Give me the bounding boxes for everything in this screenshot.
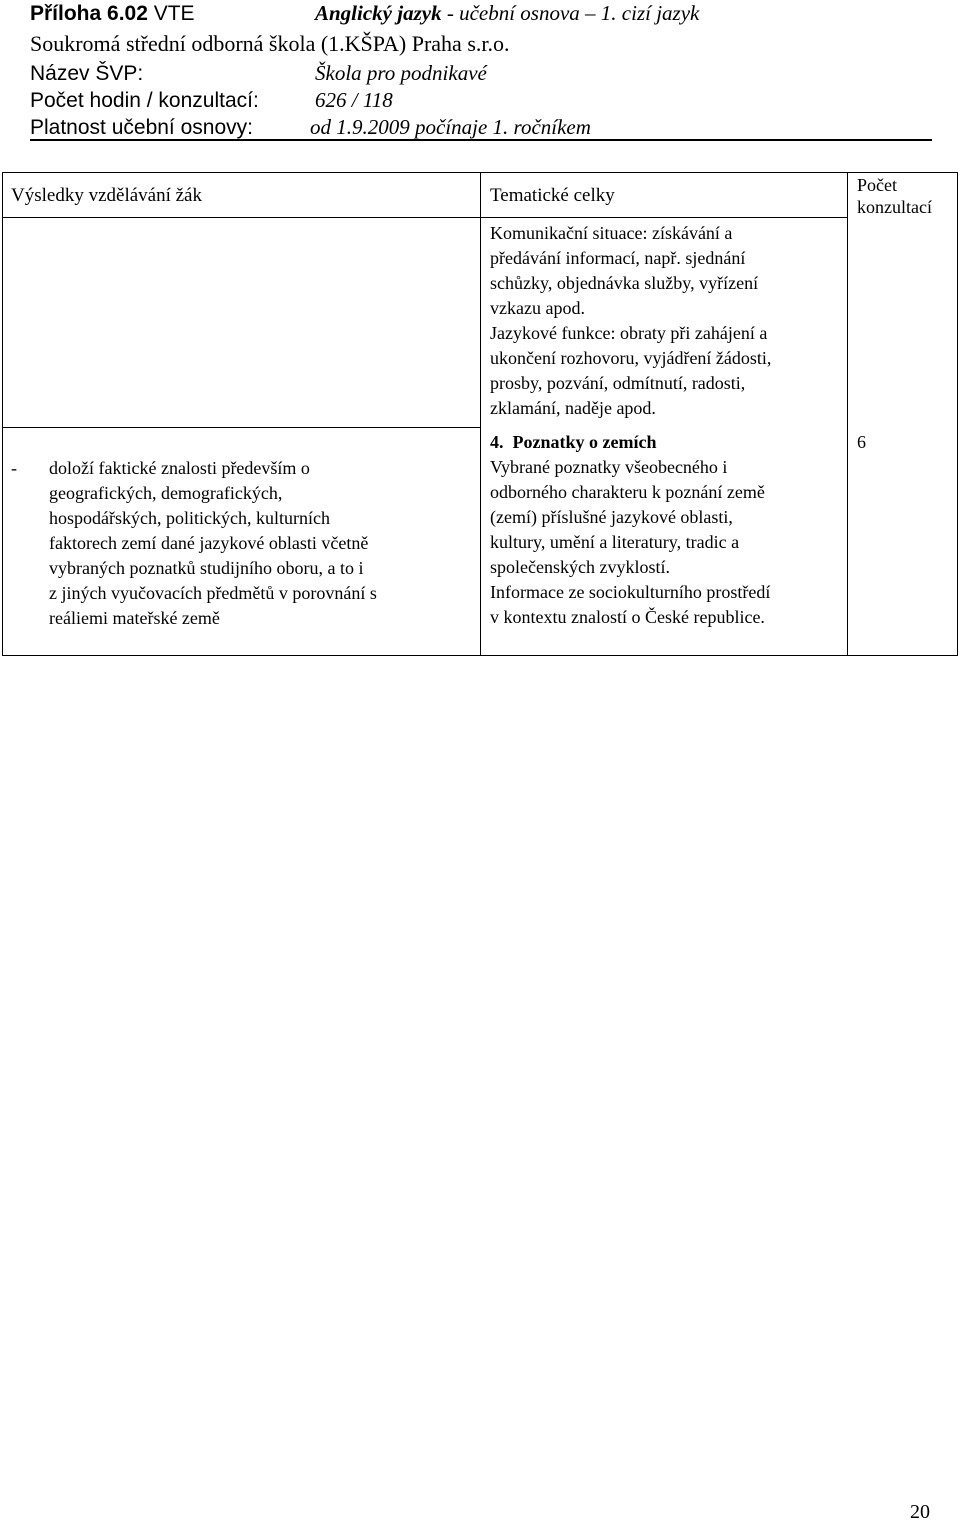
header-count-line1: Počet bbox=[857, 175, 897, 195]
outcome-line: hospodářských, politických, kulturních bbox=[49, 508, 330, 528]
svp-value: Škola pro podnikavé bbox=[315, 61, 487, 85]
annex-code: VTE bbox=[147, 2, 195, 25]
topic-line: vzkazu apod. bbox=[490, 298, 585, 318]
topic-line: kultury, umění a literatury, tradic a bbox=[490, 532, 740, 552]
outcome-line: geografických, demografických, bbox=[49, 483, 283, 503]
validity-value: od 1.9.2009 počínaje 1. ročníkem bbox=[310, 115, 591, 139]
topic-line: zklamání, naděje apod. bbox=[490, 398, 656, 418]
topic-count: 6 bbox=[857, 432, 866, 452]
topic-line: schůzky, objednávka služby, vyřízení bbox=[490, 273, 759, 293]
annex-label: Příloha 6.02 bbox=[30, 2, 148, 25]
header-line-hours bbox=[30, 87, 393, 114]
topic-line: ukončení rozhovoru, vyjádření žádosti, bbox=[490, 348, 772, 368]
page-number: 20 bbox=[910, 1501, 930, 1523]
column-divider-1 bbox=[480, 173, 481, 655]
curriculum-table bbox=[2, 172, 958, 656]
bullet-dash: - bbox=[11, 458, 17, 478]
topic-line: Komunikační situace: získávání a bbox=[490, 223, 733, 243]
topic-line: odborného charakteru k poznání země bbox=[490, 482, 765, 502]
header-outcomes: Výsledky vzdělávání žák bbox=[11, 185, 202, 206]
column-divider-2 bbox=[847, 173, 848, 655]
topic-line: v kontextu znalostí o České republice. bbox=[490, 607, 765, 627]
outcome-line: z jiných vyučovacích předmětů v porovnání s bbox=[49, 583, 377, 603]
header-row-divider bbox=[3, 217, 847, 218]
row1-topics bbox=[490, 221, 771, 421]
outcome-line: vybraných poznatků studijního oboru, a to i bbox=[49, 558, 364, 578]
row2-outcomes bbox=[49, 456, 377, 631]
topic-line: předávání informací, např. sjednání bbox=[490, 248, 746, 268]
hours-value: 626 / 118 bbox=[315, 88, 393, 112]
validity-label: Platnost učební osnovy: bbox=[30, 116, 253, 139]
header-count-line2: konzultací bbox=[857, 197, 932, 217]
topic-line: prosby, pozvání, odmítnutí, radosti, bbox=[490, 373, 746, 393]
header-rule bbox=[30, 139, 932, 141]
school-name: Soukromá střední odborná škola (1.KŠPA) Praha s.r.o. bbox=[30, 31, 510, 56]
topic-title: 4. Poznatky o zemích bbox=[490, 432, 657, 452]
outcome-line: doloží faktické znalosti především o bbox=[49, 458, 310, 478]
svp-label: Název ŠVP: bbox=[30, 62, 144, 85]
header-line-annex bbox=[30, 0, 700, 27]
subject-title: Anglický jazyk - učební osnova – 1. cizí jazyk bbox=[315, 1, 700, 25]
row-divider bbox=[3, 427, 480, 428]
topic-line: (zemí) příslušné jazykové oblasti, bbox=[490, 507, 733, 527]
topic-line: Jazykové funkce: obraty při zahájení a bbox=[490, 323, 768, 343]
header-line-svp bbox=[30, 60, 487, 87]
row2-topics bbox=[490, 455, 770, 630]
header-topics: Tematické celky bbox=[490, 185, 615, 206]
outcome-line: faktorech zemí dané jazykové oblasti včetně bbox=[49, 533, 369, 553]
topic-line: společenských zvyklostí. bbox=[490, 557, 670, 577]
header-line-validity bbox=[30, 114, 591, 141]
topic-line: Informace ze sociokulturního prostředí bbox=[490, 582, 771, 602]
topic-line: Vybrané poznatky všeobecného i bbox=[490, 457, 728, 477]
outcome-line: reáliemi mateřské země bbox=[49, 608, 220, 628]
hours-label: Počet hodin / konzultací: bbox=[30, 89, 259, 112]
